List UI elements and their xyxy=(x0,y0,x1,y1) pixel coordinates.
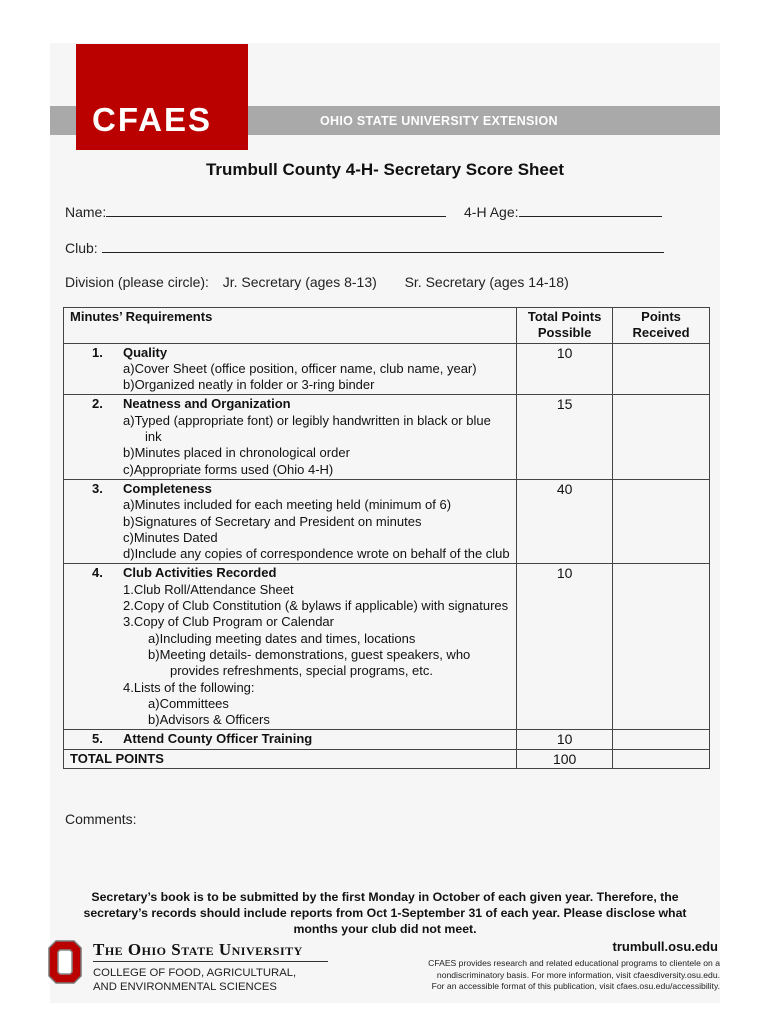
university-name: The Ohio State University xyxy=(93,940,303,959)
item-text: Minutes Dated xyxy=(133,529,218,545)
disclaimer xyxy=(390,958,720,993)
points-possible: 10 xyxy=(517,564,613,730)
item-text: Cover Sheet (office position, officer name, club name, year) xyxy=(134,360,477,376)
division-label: Division (please circle): xyxy=(65,274,209,290)
age-label: 4-H Age: xyxy=(464,204,519,220)
section-neatness xyxy=(64,395,517,479)
college-name xyxy=(93,966,296,994)
disclaimer-line-2: nondiscriminatory basis. For more information, visit cfaesdiversity.osu.edu. xyxy=(436,969,720,980)
item-marker: 2. xyxy=(123,598,134,614)
points-possible: 10 xyxy=(517,343,613,395)
item-marker: a) xyxy=(123,497,135,513)
club-label: Club: xyxy=(65,240,98,256)
name-label: Name: xyxy=(65,204,107,220)
sub-item-text: Meeting details- demonstrations, guest speakers, who provides refreshments, special programs, etc. xyxy=(159,646,471,679)
sub-item-marker: a) xyxy=(148,630,160,646)
header-points-received: Points Received xyxy=(613,308,710,344)
table-row xyxy=(64,395,710,479)
division-option-jr[interactable]: Jr. Secretary (ages 8-13) xyxy=(222,274,377,290)
item-text: Typed (appropriate font) or legibly handwritten in black or blue ink xyxy=(134,412,491,445)
table-row xyxy=(64,564,710,730)
comments-label: Comments: xyxy=(65,811,137,827)
points-possible: 15 xyxy=(517,395,613,479)
section-title: Quality xyxy=(123,344,168,360)
total-points-possible: 100 xyxy=(517,749,613,768)
table-row xyxy=(64,479,710,563)
header-points-possible: Total Points Possible xyxy=(517,308,613,344)
sub-item-marker: a) xyxy=(148,695,160,711)
submission-notice: Secretary’s book is to be submitted by the first Monday in October of each given year. Therefore, the secretary’s records should include reports from Oct 1-September 31 of each year. Please disclose what months your club did not meet. xyxy=(83,890,687,936)
total-label: TOTAL POINTS xyxy=(64,749,517,768)
points-received-input[interactable] xyxy=(613,564,710,730)
section-title: Club Activities Recorded xyxy=(123,565,277,581)
sub-item-text: Advisors & Officers xyxy=(159,712,270,728)
osu-block-o-icon xyxy=(48,940,82,984)
item-marker: 1. xyxy=(123,581,134,597)
item-marker: b) xyxy=(123,377,135,393)
total-points-received-input[interactable] xyxy=(613,749,710,768)
item-marker: a) xyxy=(123,412,135,428)
total-row xyxy=(64,749,710,768)
section-title: Completeness xyxy=(123,480,212,496)
disclaimer-line-1: CFAES provides research and related educational programs to clientele on a xyxy=(428,958,720,968)
college-line-1: COLLEGE OF FOOD, AGRICULTURAL, xyxy=(93,967,297,979)
club-field[interactable] xyxy=(102,239,664,253)
points-received-input[interactable] xyxy=(613,479,710,563)
section-quality xyxy=(64,343,517,395)
item-marker: b) xyxy=(123,445,135,461)
item-text: Lists of the following: xyxy=(133,679,255,695)
table-row xyxy=(64,730,710,749)
table-row xyxy=(64,343,710,395)
section-number: 1. xyxy=(92,344,103,360)
section-number: 3. xyxy=(92,480,103,496)
name-field[interactable] xyxy=(106,203,446,217)
item-text: Signatures of Secretary and President on minutes xyxy=(134,513,422,529)
cfaes-logo-text: CFAES xyxy=(92,101,213,138)
footer-divider xyxy=(93,961,328,962)
section-title: Attend County Officer Training xyxy=(123,731,313,747)
item-text: Include any copies of correspondence wrote on behalf of the club xyxy=(134,546,510,562)
section-title: Neatness and Organization xyxy=(123,396,291,412)
age-field[interactable] xyxy=(519,203,662,217)
division-row xyxy=(65,274,569,290)
item-text: Minutes placed in chronological order xyxy=(134,445,350,461)
item-marker: b) xyxy=(123,513,135,529)
item-marker: d) xyxy=(123,546,135,562)
section-club-activities xyxy=(64,564,517,730)
item-text: Copy of Club Constitution (& bylaws if applicable) with signatures xyxy=(133,598,509,614)
club-field-row xyxy=(65,239,664,256)
item-marker: a) xyxy=(123,360,135,376)
section-number: 2. xyxy=(92,396,103,412)
points-possible: 10 xyxy=(517,730,613,749)
disclaimer-line-3: For an accessible format of this publication, visit cfaes.osu.edu/accessibility. xyxy=(431,981,720,991)
item-marker: c) xyxy=(123,461,134,477)
page-title: Trumbull County 4-H- Secretary Score Sheet xyxy=(205,160,565,179)
item-text: Copy of Club Program or Calendar xyxy=(133,614,334,630)
section-number: 5. xyxy=(92,731,103,747)
section-officer-training xyxy=(64,730,517,749)
section-number: 4. xyxy=(92,565,103,581)
item-marker: 4. xyxy=(123,679,134,695)
points-received-input[interactable] xyxy=(613,730,710,749)
college-line-2: AND ENVIRONMENTAL SCIENCES xyxy=(93,981,277,993)
item-text: Minutes included for each meeting held (minimum of 6) xyxy=(134,497,452,513)
website-link[interactable]: trumbull.osu.edu xyxy=(612,939,718,954)
item-marker: c) xyxy=(123,529,134,545)
section-completeness xyxy=(64,479,517,563)
division-option-sr[interactable]: Sr. Secretary (ages 14-18) xyxy=(404,274,569,290)
points-received-input[interactable] xyxy=(613,343,710,395)
sub-item-marker: b) xyxy=(148,646,160,662)
sub-item-marker: b) xyxy=(148,712,160,728)
item-text: Organized neatly in folder or 3-ring binder xyxy=(134,377,375,393)
points-possible: 40 xyxy=(517,479,613,563)
sub-item-text: Committees xyxy=(159,695,229,711)
item-text: Club Roll/Attendance Sheet xyxy=(133,581,294,597)
points-received-input[interactable] xyxy=(613,395,710,479)
header-requirements: Minutes’ Requirements xyxy=(64,308,517,344)
item-text: Appropriate forms used (Ohio 4-H) xyxy=(133,461,334,477)
score-table xyxy=(63,307,710,769)
name-field-row xyxy=(65,203,662,220)
item-marker: 3. xyxy=(123,614,134,630)
extension-label: OHIO STATE UNIVERSITY EXTENSION xyxy=(320,114,558,128)
table-header-row xyxy=(64,308,710,344)
sub-item-text: Including meeting dates and times, locations xyxy=(159,630,416,646)
